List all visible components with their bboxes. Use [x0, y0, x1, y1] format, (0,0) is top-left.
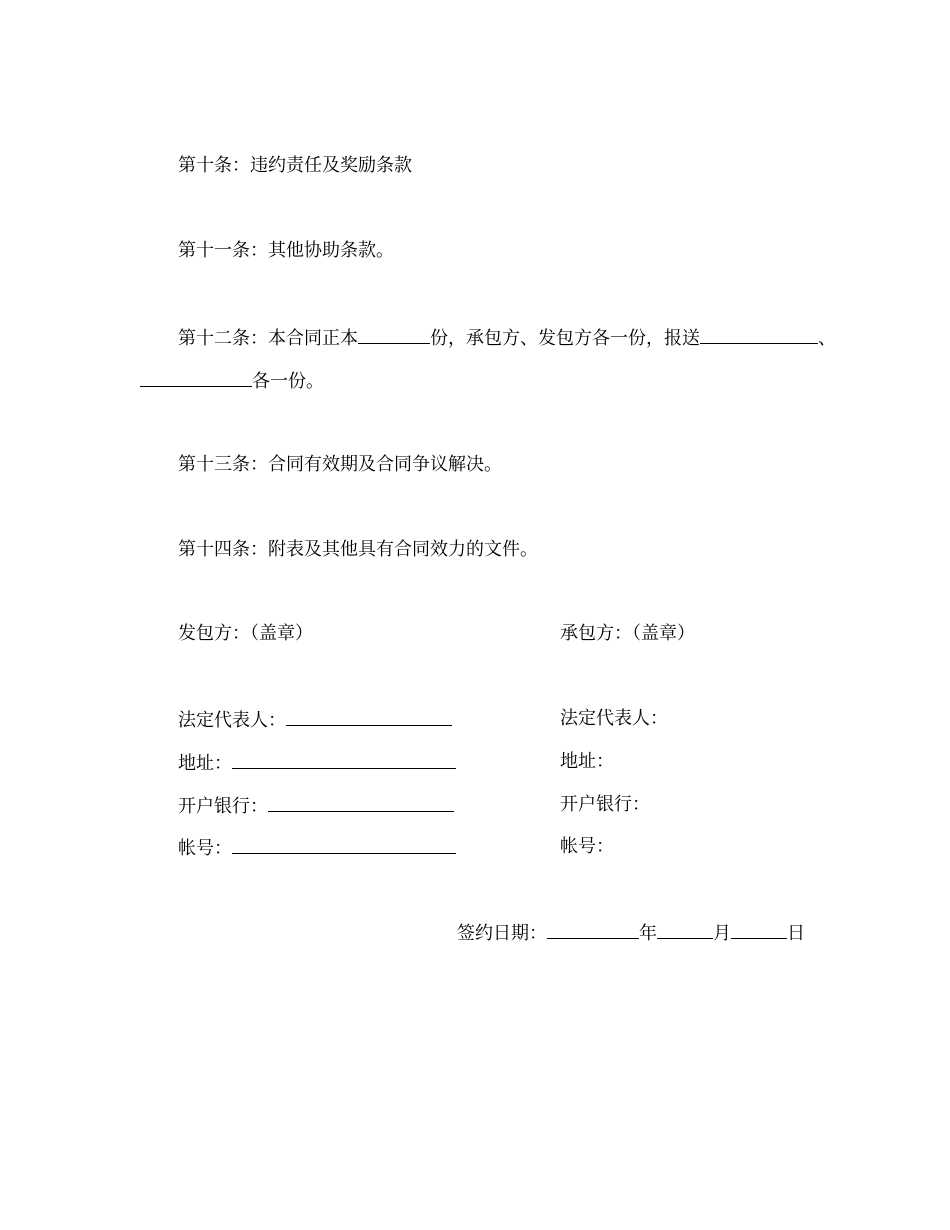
- employer-account-blank[interactable]: [232, 835, 456, 854]
- contractor-party: 承包方：（盖章）: [560, 623, 695, 644]
- signing-date-row: [457, 920, 805, 946]
- year-blank[interactable]: [547, 920, 639, 939]
- day-label: 日: [787, 923, 805, 944]
- employer-address-blank[interactable]: [232, 750, 456, 769]
- employer-rep-blank[interactable]: [286, 707, 452, 726]
- clause-12-line2: [140, 368, 324, 394]
- month-label: 月: [713, 923, 731, 944]
- clause-12-part3: 、: [818, 328, 836, 349]
- employer-rep-row: [178, 707, 452, 733]
- clause-12-line1: [178, 325, 836, 351]
- employer-account-row: [178, 835, 456, 861]
- contractor-account-label: 帐号：: [560, 836, 614, 857]
- employer-account-label: 帐号：: [178, 838, 232, 859]
- clause-12-part4: 各一份。: [252, 371, 324, 392]
- employer-party: 发包方：（盖章）: [178, 623, 313, 644]
- employer-bank-label: 开户银行：: [178, 796, 268, 817]
- copies-blank[interactable]: [358, 325, 430, 344]
- employer-rep-label: 法定代表人：: [178, 710, 286, 731]
- clause-12-part2: 份，承包方、发包方各一份，报送: [430, 328, 700, 349]
- clause-12-part1: 第十二条：本合同正本: [178, 328, 358, 349]
- month-blank[interactable]: [657, 920, 713, 939]
- signing-date-label: 签约日期：: [457, 923, 547, 944]
- employer-address-row: [178, 750, 456, 776]
- report-to-blank-2[interactable]: [140, 368, 252, 387]
- clause-10: 第十条：违约责任及奖励条款: [178, 155, 412, 176]
- contractor-bank-label: 开户银行：: [560, 794, 650, 815]
- employer-address-label: 地址：: [178, 753, 232, 774]
- clause-13: 第十三条：合同有效期及合同争议解决。: [178, 454, 502, 475]
- clause-11: 第十一条：其他协助条款。: [178, 240, 394, 261]
- employer-bank-blank[interactable]: [268, 793, 454, 812]
- contractor-rep-label: 法定代表人：: [560, 708, 668, 729]
- day-blank[interactable]: [731, 920, 787, 939]
- employer-bank-row: [178, 793, 454, 819]
- contractor-address-label: 地址：: [560, 751, 614, 772]
- year-label: 年: [639, 923, 657, 944]
- report-to-blank-1[interactable]: [700, 325, 818, 344]
- clause-14: 第十四条：附表及其他具有合同效力的文件。: [178, 539, 538, 560]
